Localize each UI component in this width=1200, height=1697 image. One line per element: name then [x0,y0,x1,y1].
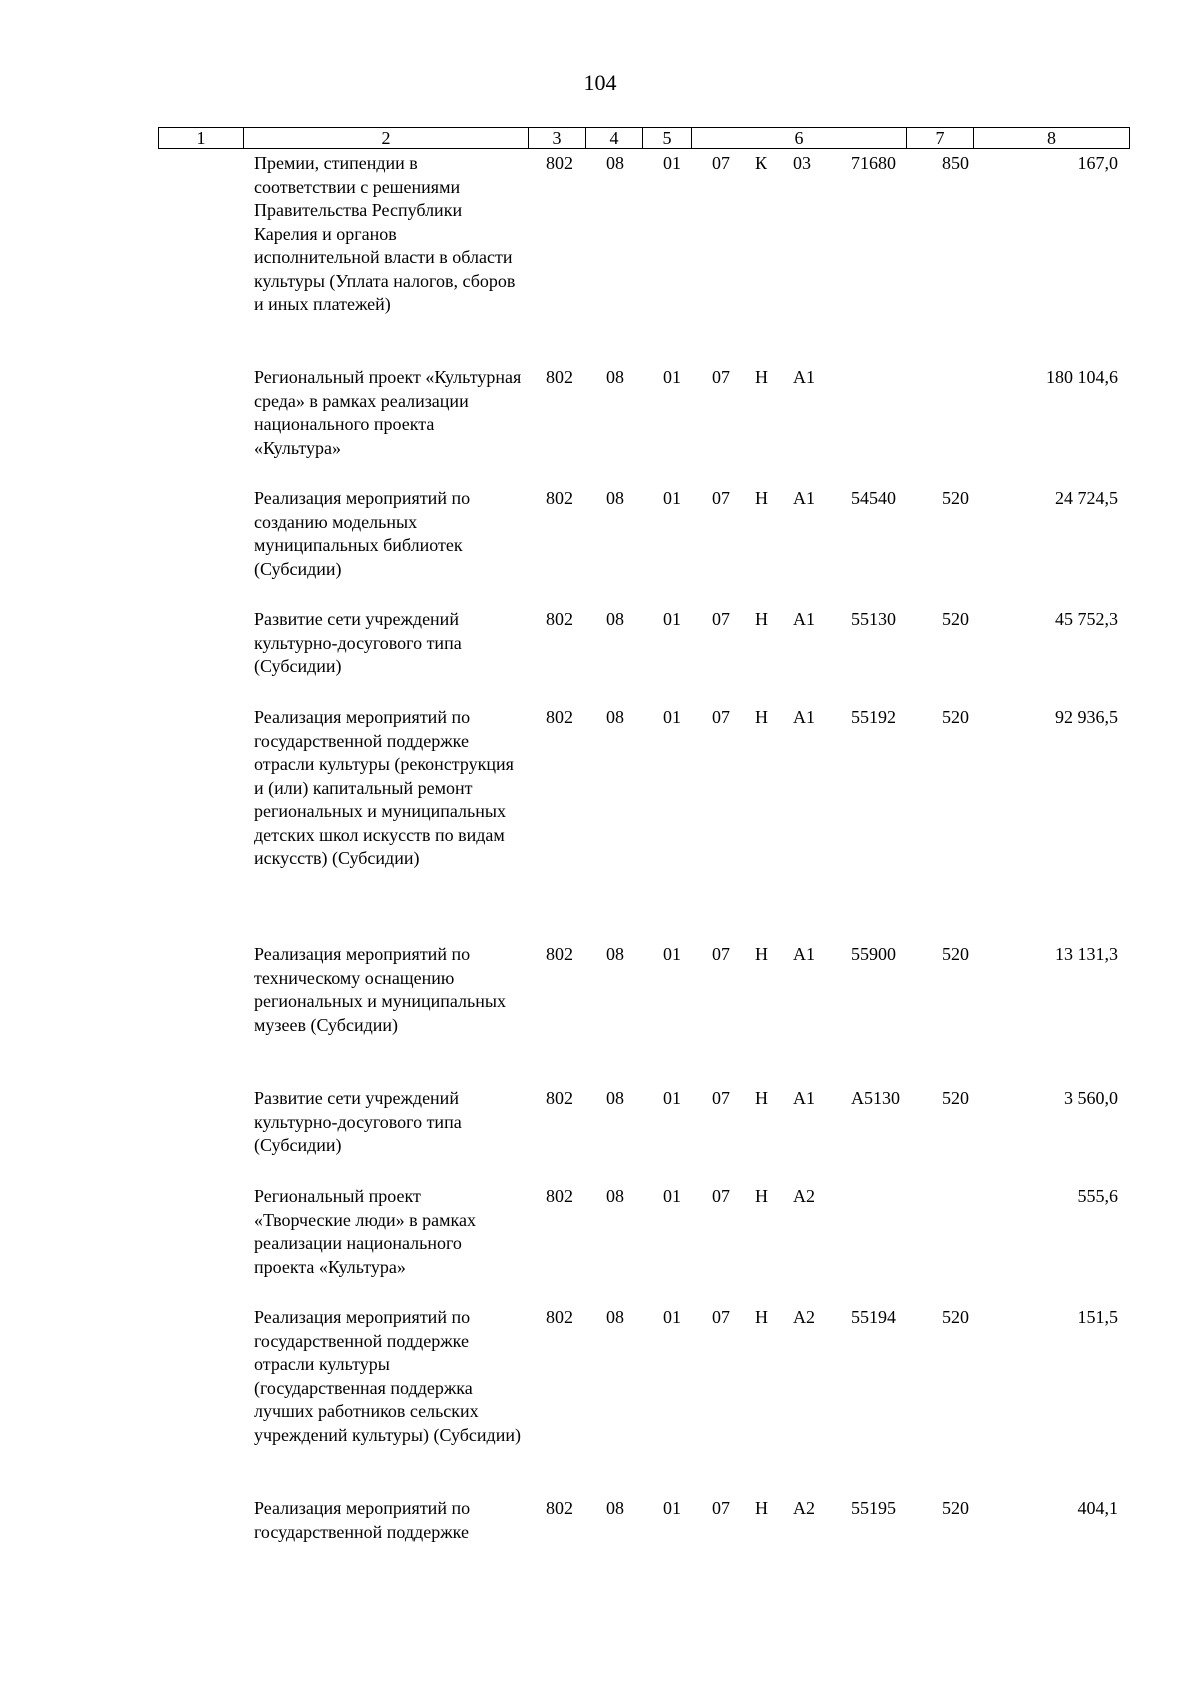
row-col-5: 01 [663,944,681,964]
row-col-6-subprogram: Н [755,1088,768,1108]
header-cell-8: 8 [973,128,1129,148]
row-amount: 180 104,6 [1046,367,1118,387]
row-amount: 3 560,0 [1064,1088,1118,1108]
header-cell-6: 6 [691,128,906,148]
row-col-4: 08 [606,944,624,964]
row-col-6-subprogram: Н [755,1186,768,1206]
row-description: Региональный проект «Творческие люди» в рамках реализации национального проекта «Культура» [254,1186,477,1277]
row-col-4: 08 [606,153,624,173]
header-cell-1: 1 [196,128,206,148]
header-cell-7: 7 [906,128,973,148]
row-col-6-event: А2 [793,1307,815,1327]
row-col-4: 08 [606,1498,624,1518]
row-col-6-subprogram: Н [755,1307,768,1327]
row-col-3: 802 [546,1088,573,1108]
row-description: Региональный проект «Культурная среда» в рамках реализации национального проекта «Культура» [254,367,522,458]
row-col-3: 802 [546,944,573,964]
row-col-6-program: 07 [712,1088,730,1108]
row-amount: 92 936,5 [1055,707,1118,727]
row-col-6-event: А1 [793,1088,815,1108]
row-description: Реализация мероприятий по государственной поддержке отрасли культуры (государственная поддержка лучших работников сельских учреждений культуры) (Субсидии) [254,1307,521,1445]
row-col-7: 520 [942,1498,969,1518]
row-col-7: 520 [942,1307,969,1327]
row-col-4: 08 [606,367,624,387]
page-number: 104 [583,70,617,95]
row-col-5: 01 [663,1186,681,1206]
row-col-6-direction: 55194 [851,1307,896,1327]
row-col-5: 01 [663,1088,681,1108]
row-description: Премии, стипендии в соответствии с решениями Правительства Республики Карелия и органов исполнительной власти в области культуры (Уплата налогов, сборов и иных платежей) [254,153,516,314]
row-col-6-program: 07 [712,944,730,964]
row-col-4: 08 [606,609,624,629]
row-amount: 151,5 [1077,1307,1118,1327]
row-amount: 13 131,3 [1055,944,1118,964]
row-description: Развитие сети учреждений культурно-досугового типа (Субсидии) [254,1088,462,1155]
row-description: Развитие сети учреждений культурно-досугового типа (Субсидии) [254,609,462,676]
row-col-5: 01 [663,1498,681,1518]
row-col-7: 520 [942,944,969,964]
row-col-3: 802 [546,1307,573,1327]
row-col-6-program: 07 [712,1307,730,1327]
row-col-7: 520 [942,707,969,727]
row-col-6-program: 07 [712,1498,730,1518]
row-col-6-subprogram: Н [755,367,768,387]
row-col-4: 08 [606,1307,624,1327]
row-amount: 45 752,3 [1055,609,1118,629]
row-col-4: 08 [606,1186,624,1206]
row-col-6-program: 07 [712,1186,730,1206]
row-description: Реализация мероприятий по созданию модельных муниципальных библиотек (Субсидии) [254,488,471,579]
row-col-5: 01 [663,153,681,173]
row-col-7: 850 [942,153,969,173]
row-col-6-event: А2 [793,1498,815,1518]
header-cell-2: 2 [243,128,528,148]
table-header [158,127,1130,149]
row-amount: 404,1 [1077,1498,1118,1518]
row-col-7: 520 [942,609,969,629]
row-col-7: 520 [942,1088,969,1108]
header-cell-4: 4 [585,128,642,148]
row-col-6-subprogram: Н [755,944,768,964]
row-col-6-event: А1 [793,707,815,727]
row-col-3: 802 [546,367,573,387]
row-col-3: 802 [546,153,573,173]
row-col-6-program: 07 [712,153,730,173]
row-col-6-event: А1 [793,367,815,387]
row-col-6-program: 07 [712,609,730,629]
row-col-3: 802 [546,488,573,508]
row-col-5: 01 [663,367,681,387]
row-col-6-subprogram: Н [755,609,768,629]
row-col-6-direction: 55130 [851,609,896,629]
row-col-6-event: 03 [793,153,811,173]
row-col-6-event: А2 [793,1186,815,1206]
row-col-3: 802 [546,1186,573,1206]
row-col-6-subprogram: Н [755,488,768,508]
row-col-6-direction: 71680 [851,153,896,173]
row-col-4: 08 [606,488,624,508]
row-col-3: 802 [546,1498,573,1518]
row-col-6-direction: 54540 [851,488,896,508]
row-col-7: 520 [942,488,969,508]
row-col-6-program: 07 [712,367,730,387]
row-col-5: 01 [663,609,681,629]
header-cell-5: 5 [642,128,691,148]
row-col-6-event: А1 [793,488,815,508]
row-col-6-direction: 55195 [851,1498,896,1518]
header-cell-3: 3 [528,128,585,148]
row-col-6-direction: 55900 [851,944,896,964]
row-col-3: 802 [546,707,573,727]
row-col-5: 01 [663,1307,681,1327]
row-amount: 167,0 [1077,153,1118,173]
row-col-4: 08 [606,1088,624,1108]
row-col-4: 08 [606,707,624,727]
row-amount: 555,6 [1077,1186,1118,1206]
row-col-6-direction: 55192 [851,707,896,727]
row-col-6-event: А1 [793,609,815,629]
row-col-3: 802 [546,609,573,629]
row-col-5: 01 [663,707,681,727]
row-col-6-subprogram: Н [755,707,768,727]
row-description: Реализация мероприятий по техническому оснащению региональных и муниципальных музеев (Субсидии) [254,944,506,1035]
row-description: Реализация мероприятий по государственной поддержке отрасли культуры (реконструкция и (или) капитальный ремонт региональных и муниципальных детских школ искусств по видам искусств) (Субсидии) [254,707,514,868]
row-description: Реализация мероприятий по государственной поддержке [254,1498,471,1542]
row-col-6-subprogram: Н [755,1498,768,1518]
row-col-6-program: 07 [712,707,730,727]
row-col-6-subprogram: К [755,153,768,173]
row-amount: 24 724,5 [1055,488,1118,508]
row-col-6-event: А1 [793,944,815,964]
row-col-5: 01 [663,488,681,508]
row-col-6-program: 07 [712,488,730,508]
row-col-6-direction: А5130 [851,1088,900,1108]
